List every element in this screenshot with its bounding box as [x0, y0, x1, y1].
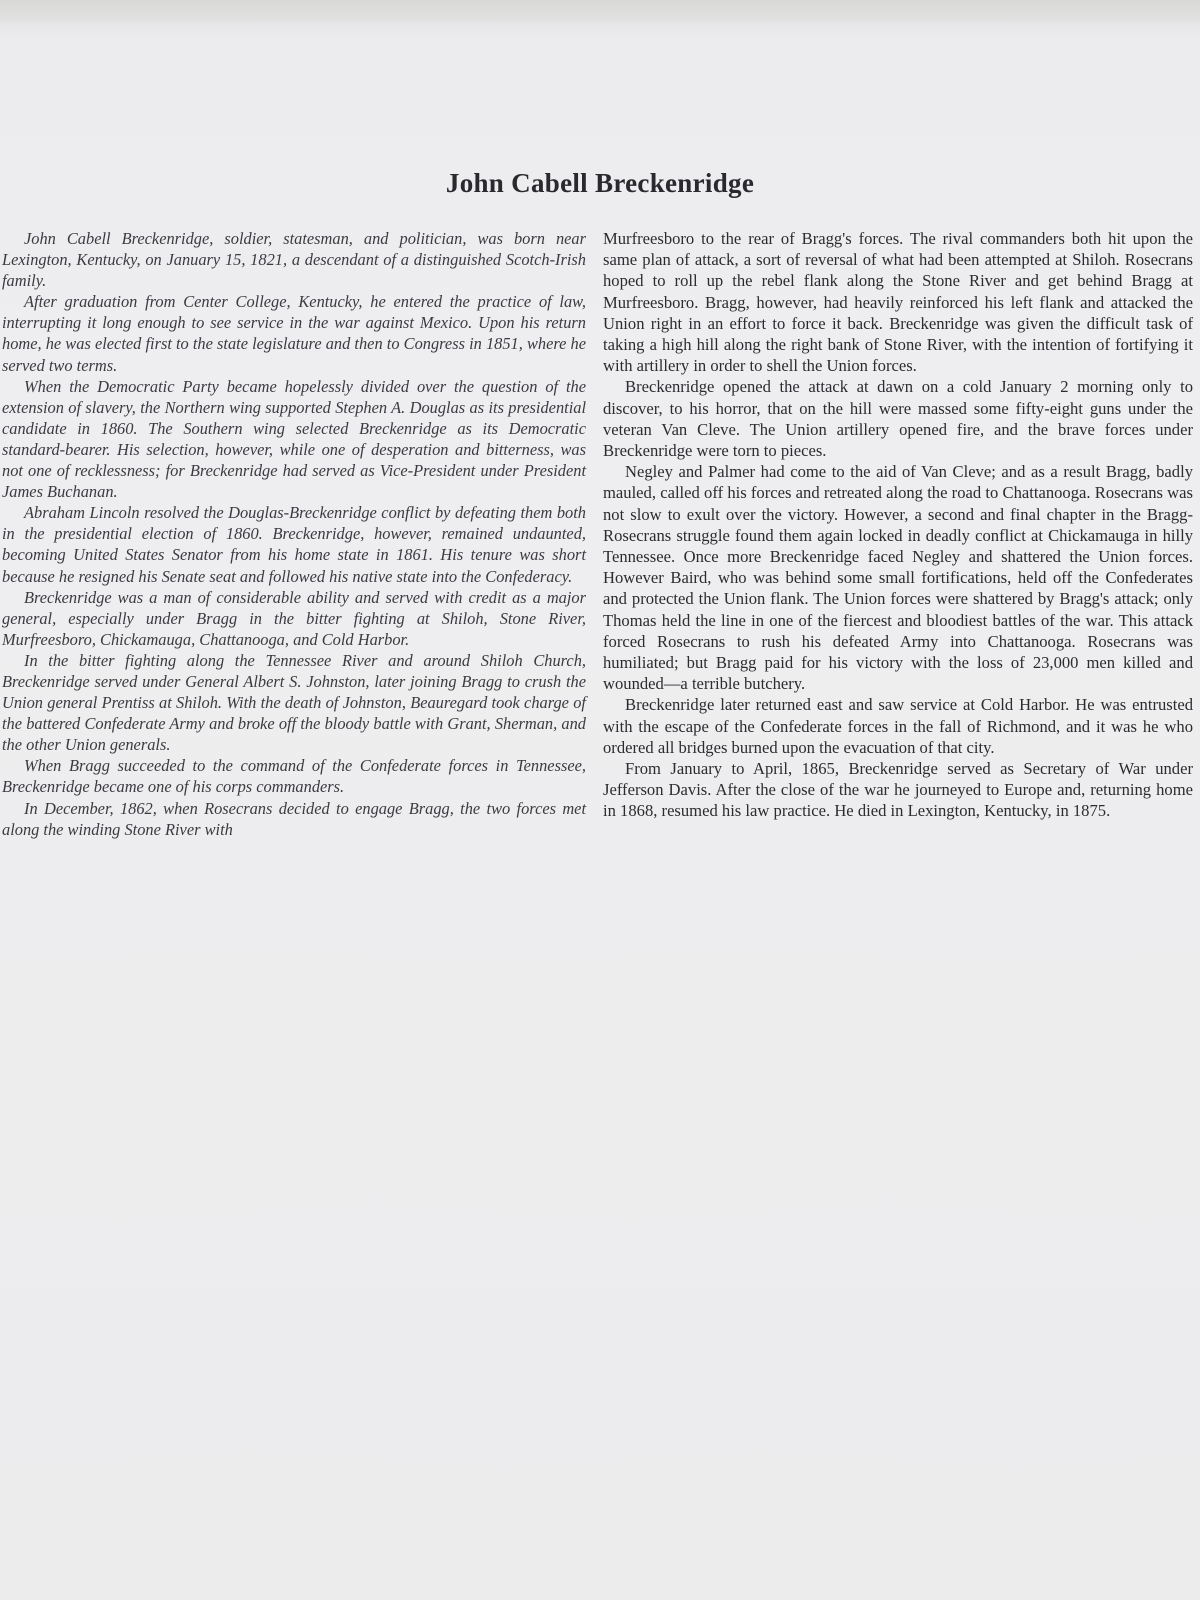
paragraph: After graduation from Center College, Kentucky, he entered the practice of law, interrupting it long enough to see service in the war against Mexico. Upon his return home, he was elected first to the state legislature and then to Congress in 1851, where he served two terms. [2, 292, 586, 375]
right-column [603, 228, 1193, 822]
paragraph: In December, 1862, when Rosecrans decided to engage Bragg, the two forces met along the winding Stone River with [2, 798, 586, 839]
left-column [2, 228, 586, 840]
paragraph: In the bitter fighting along the Tennessee River and around Shiloh Church, Breckenridge served under General Albert S. Johnston, later joining Bragg to crush the Union general Prentiss at Shiloh. With the death of Johnston, Beauregard took charge of the battered Confederate Army and broke off the bloody battle with Grant, Sherman, and the other Union generals. [2, 650, 586, 755]
paragraph: From January to April, 1865, Breckenridge served as Secretary of War under Jefferson Davis. After the close of the war he journeyed to Europe and, returning home in 1868, resumed his law practice. He died in Lexington, Kentucky, in 1875. [603, 759, 1193, 821]
paragraph: Murfreesboro to the rear of Bragg's forces. The rival commanders both hit upon the same plan of attack, a sort of reversal of what had been attempted at Shiloh. Rosecrans hoped to roll up the rebel flank along the Stone River and get behind Bragg at Murfreesboro. Bragg, however, had heavily reinforced his left flank and attacked the Union right in an effort to force it back. Breckenridge was given the difficult task of taking a high hill along the right bank of Stone River, with the intention of fortifying it with artillery in order to shell the Union forces. [603, 229, 1193, 376]
paragraph: Abraham Lincoln resolved the Douglas-Breckenridge conflict by defeating them both in the presidential election of 1860. Breckenridge, however, remained undaunted, becoming United States Senator from his home state in 1861. His tenure was short because he resigned his Senate seat and followed his native state into the Confederacy. [2, 503, 586, 586]
paragraph: When Bragg succeeded to the command of the Confederate forces in Tennessee, Breckenridge became one of his corps commanders. [2, 756, 586, 797]
paragraph: Breckenridge opened the attack at dawn on a cold January 2 morning only to discover, to his horror, that on the hill were massed some fifty-eight guns under the veteran Van Cleve. The Union artillery opened fire, and the brave forces under Breckenridge were torn to pieces. [603, 377, 1193, 461]
paragraph: Negley and Palmer had come to the aid of Van Cleve; and as a result Bragg, badly mauled, called off his forces and retreated along the road to Chattanooga. Rosecrans was not slow to exult over the victory. However, a second and final chapter in the Bragg-Rosecrans struggle found them again locked in deadly conflict at Chickamauga in hilly Tennessee. Once more Breckenridge faced Negley and shattered the Union forces. However Baird, who was behind some small fortifications, held off the Confederates and protected the Union flank. The Union forces were shattered by Bragg's attack; only Thomas held the line in one of the fiercest and bloodiest battles of the war. This attack forced Rosecrans to rush his defeated Army into Chattanooga. Rosecrans was humiliated; but Bragg paid for his victory with the loss of 23,000 men killed and wounded—a terrible butchery. [603, 462, 1193, 694]
paragraph: Breckenridge was a man of considerable ability and served with credit as a major general, especially under Bragg in the bitter fighting at Shiloh, Stone River, Murfreesboro, Chickamauga, Chattanooga, and Cold Harbor. [2, 587, 586, 649]
page-top-edge [0, 0, 1200, 22]
page-title: John Cabell Breckenridge [445, 168, 755, 198]
paragraph: John Cabell Breckenridge, soldier, statesman, and politician, was born near Lexington, Kentucky, on January 15, 1821, a descendant of a distinguished Scotch-Irish family. [2, 229, 586, 291]
paragraph: When the Democratic Party became hopelessly divided over the question of the extension of slavery, the Northern wing supported Stephen A. Douglas as its presidential candidate in 1860. The Southern wing selected Breckenridge as its Democratic standard-bearer. His selection, however, while one of desperation and bitterness, was not one of recklessness; for Breckenridge had served as Vice-President under President James Buchanan. [2, 376, 586, 502]
paragraph: Breckenridge later returned east and saw service at Cold Harbor. He was entrusted with the escape of the Confederate forces in the fall of Richmond, and it was he who ordered all bridges burned upon the evacuation of that city. [603, 695, 1193, 757]
